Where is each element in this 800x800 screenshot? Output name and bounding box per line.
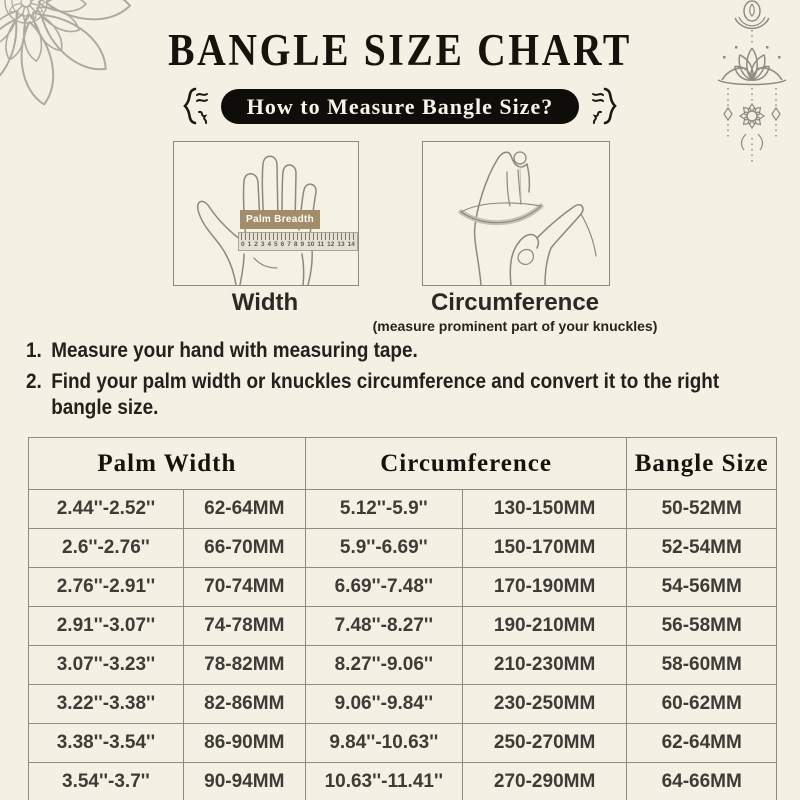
table-row — [29, 724, 777, 763]
table-cell: 6.69''-7.48'' — [305, 568, 462, 607]
table-row — [29, 685, 777, 724]
table-cell: 70-74MM — [183, 568, 305, 607]
table-cell: 3.07''-3.23'' — [29, 646, 184, 685]
table-cell: 210-230MM — [462, 646, 627, 685]
table-cell: 2.91''-3.07'' — [29, 607, 184, 646]
table-cell: 7.48''-8.27'' — [305, 607, 462, 646]
table-cell: 5.9''-6.69'' — [305, 529, 462, 568]
table-cell: 190-210MM — [462, 607, 627, 646]
ruler-ticks — [241, 233, 355, 240]
table-row — [29, 607, 777, 646]
table-cell: 8.27''-9.06'' — [305, 646, 462, 685]
table-cell: 2.76''-2.91'' — [29, 568, 184, 607]
instruction-text: Find your palm width or knuckles circumference and convert it to the right bangle size. — [51, 370, 720, 419]
table-cell: 62-64MM — [627, 724, 777, 763]
table-cell: 60-62MM — [627, 685, 777, 724]
ruler-number: 10 — [307, 241, 315, 248]
ruler-number: 1 — [247, 241, 252, 248]
circumference-caption-title: Circumference — [430, 289, 600, 316]
table-cell: 150-170MM — [462, 529, 627, 568]
table-cell: 50-52MM — [627, 490, 777, 529]
circumference-caption — [330, 289, 700, 334]
table-cell: 2.44''-2.52'' — [29, 490, 184, 529]
table-cell: 66-70MM — [183, 529, 305, 568]
how-to-measure-pill: How to Measure Bangle Size? — [221, 89, 579, 124]
width-caption: Width — [231, 289, 299, 316]
table-header-row — [29, 438, 777, 490]
table-row — [29, 568, 777, 607]
table-row — [29, 763, 777, 800]
table-cell: 270-290MM — [462, 763, 627, 800]
ruler — [238, 232, 358, 251]
table-cell: 56-58MM — [627, 607, 777, 646]
table-header-circumference: Circumference — [305, 438, 627, 490]
table-cell: 62-64MM — [183, 490, 305, 529]
ruler-number: 9 — [300, 241, 305, 248]
squiggle-ornament-right — [589, 86, 619, 126]
table-cell: 90-94MM — [183, 763, 305, 800]
table-cell: 3.22''-3.38'' — [29, 685, 184, 724]
ruler-number: 2 — [254, 241, 258, 248]
ruler-number: 8 — [293, 241, 298, 248]
table-cell: 74-78MM — [183, 607, 305, 646]
table-cell: 2.6''-2.76'' — [29, 529, 184, 568]
ruler-number: 14 — [347, 241, 355, 248]
table-cell: 3.54''-3.7'' — [29, 763, 184, 800]
ruler-number: 4 — [267, 241, 272, 248]
knuckle-measure-illustration-icon — [423, 142, 609, 285]
table-row — [29, 646, 777, 685]
instruction-number: 1. — [26, 339, 42, 362]
table-cell: 9.06''-9.84'' — [305, 685, 462, 724]
table-cell: 52-54MM — [627, 529, 777, 568]
table-cell: 3.38''-3.54'' — [29, 724, 184, 763]
instructions-list — [26, 338, 764, 426]
pill-banner-row — [0, 86, 800, 126]
instruction-step-1 — [26, 338, 764, 364]
instruction-number: 2. — [26, 370, 42, 393]
table-cell: 58-60MM — [627, 646, 777, 685]
table-cell: 130-150MM — [462, 490, 627, 529]
table-cell: 230-250MM — [462, 685, 627, 724]
ruler-number: 3 — [260, 241, 265, 248]
squiggle-ornament-left — [181, 86, 211, 126]
size-table — [28, 437, 777, 800]
instruction-step-2 — [26, 369, 764, 421]
table-cell: 170-190MM — [462, 568, 627, 607]
table-cell: 78-82MM — [183, 646, 305, 685]
ruler-number: 6 — [280, 241, 285, 248]
ruler-number: 7 — [287, 241, 291, 248]
ruler-number: 11 — [317, 241, 325, 248]
ruler-number: 5 — [274, 241, 278, 248]
table-cell: 82-86MM — [183, 685, 305, 724]
ruler-number: 13 — [337, 241, 345, 248]
table-header-palm-width: Palm Width — [29, 438, 306, 490]
ruler-numbers — [239, 240, 357, 249]
table-header-bangle-size: Bangle Size — [627, 438, 777, 490]
page-title: BANGLE SIZE CHART — [168, 25, 632, 75]
table-cell: 5.12''-5.9'' — [305, 490, 462, 529]
table-cell: 86-90MM — [183, 724, 305, 763]
instruction-text: Measure your hand with measuring tape. — [51, 339, 418, 362]
width-illustration-box — [173, 141, 359, 286]
circumference-illustration-box — [422, 141, 610, 286]
ruler-number: 12 — [327, 241, 335, 248]
table-row — [29, 529, 777, 568]
table-cell: 64-66MM — [627, 763, 777, 800]
table-row — [29, 490, 777, 529]
circumference-caption-note: (measure prominent part of your knuckles) — [372, 318, 658, 334]
ruler-number: 0 — [241, 241, 245, 248]
table-cell: 54-56MM — [627, 568, 777, 607]
table-cell: 9.84''-10.63'' — [305, 724, 462, 763]
table-cell: 10.63''-11.41'' — [305, 763, 462, 800]
table-cell: 250-270MM — [462, 724, 627, 763]
palm-breadth-label: Palm Breadth — [240, 210, 320, 229]
